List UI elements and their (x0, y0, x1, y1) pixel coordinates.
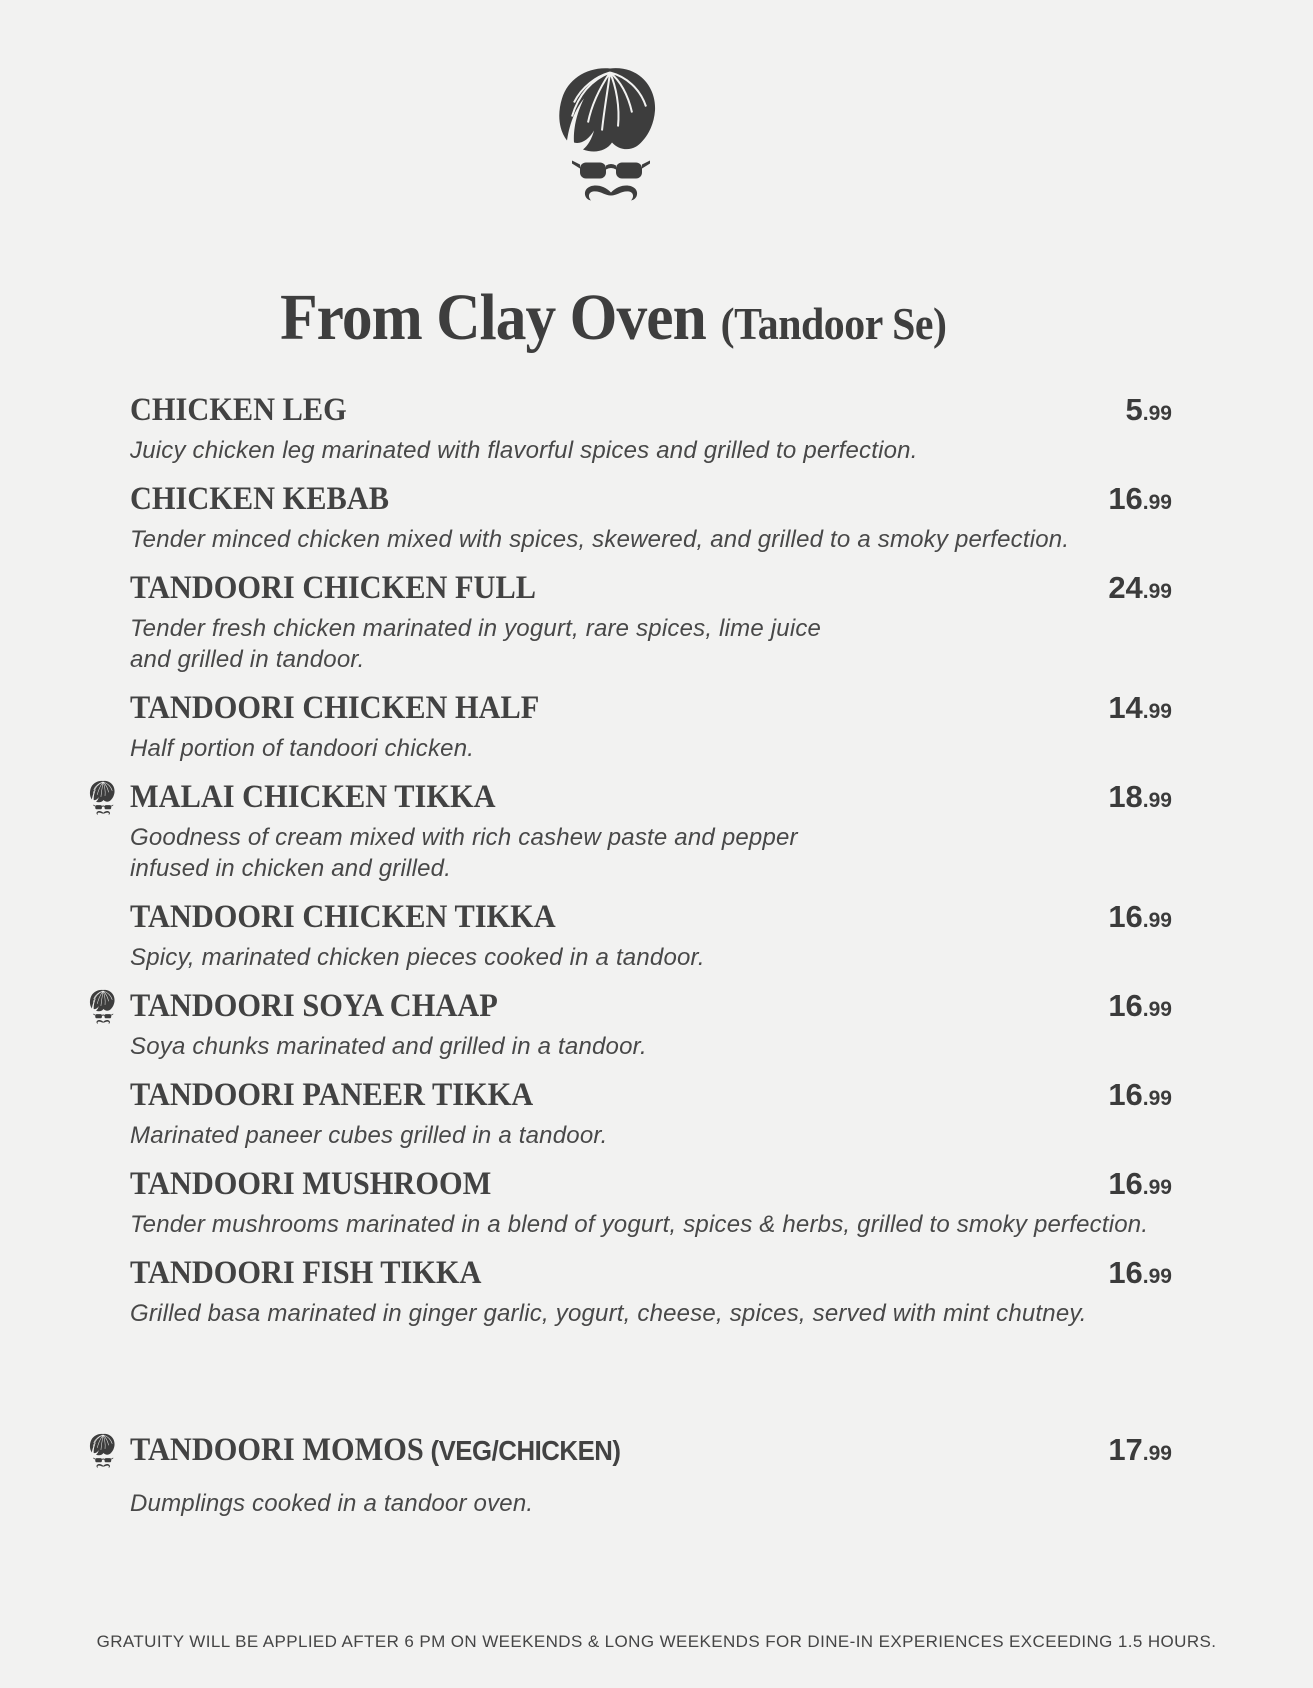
item-description: Tender mushrooms marinated in a blend of yogurt, spices & herbs, grilled to smoky perfection. (130, 1211, 1149, 1238)
menu-item-tandoori-momos (130, 1432, 1172, 1519)
item-description: Juicy chicken leg marinated with flavorful spices and grilled to perfection. (130, 437, 918, 464)
menu-item-tandoori-chicken-half (130, 690, 1172, 764)
menu-item-tandoori-soya-chaap (130, 988, 1172, 1062)
item-price: 16.99 (1108, 1255, 1172, 1290)
menu-item-tandoori-chicken-tikka (130, 899, 1172, 973)
menu-item-chicken-leg (130, 392, 1172, 466)
turban-man-icon (86, 1432, 122, 1474)
turban-man-logo-icon (544, 60, 684, 225)
menu-item-tandoori-fish-tikka (130, 1255, 1172, 1329)
page-title (0, 280, 1270, 356)
item-price: 14.99 (1108, 690, 1172, 725)
item-name: CHICKEN KEBAB (130, 481, 389, 517)
item-price: 16.99 (1108, 1077, 1172, 1112)
item-price: 17.99 (1108, 1432, 1172, 1467)
item-description: Grilled basa marinated in ginger garlic, yogurt, cheese, spices, served with mint chutney. (130, 1300, 1087, 1327)
item-name: TANDOORI CHICKEN TIKKA (130, 899, 556, 935)
menu-header (0, 0, 1270, 356)
item-description: Spicy, marinated chicken pieces cooked in a tandoor. (130, 944, 705, 971)
item-name: TANDOORI MUSHROOM (130, 1166, 492, 1202)
item-description: Half portion of tandoori chicken. (130, 735, 475, 762)
item-description: Goodness of cream mixed with rich cashew paste and pepper infused in chicken and grilled. (130, 824, 798, 882)
item-name: TANDOORI SOYA CHAAP (130, 988, 498, 1024)
item-price: 5.99 (1125, 392, 1172, 427)
menu-item-malai-chicken-tikka (130, 779, 1172, 884)
item-price: 18.99 (1108, 779, 1172, 814)
menu-item-list (0, 392, 1313, 1519)
item-description: Soya chunks marinated and grilled in a tandoor. (130, 1033, 647, 1060)
item-price: 16.99 (1108, 899, 1172, 934)
item-description: Marinated paneer cubes grilled in a tandoor. (130, 1122, 608, 1149)
item-price: 24.99 (1108, 570, 1172, 605)
turban-man-icon (86, 988, 122, 1030)
menu-item-tandoori-mushroom (130, 1166, 1172, 1240)
section-subtitle: (Tandoor Se) (720, 299, 947, 349)
item-description: Tender minced chicken mixed with spices, skewered, and grilled to a smoky perfection. (130, 526, 1070, 553)
item-description: Dumplings cooked in a tandoor oven. (130, 1490, 534, 1517)
item-description: Tender fresh chicken marinated in yogurt, rare spices, lime juice and grilled in tandoor. (130, 615, 822, 673)
item-name: TANDOORI CHICKEN HALF (130, 690, 540, 726)
item-name: TANDOORI PANEER TIKKA (130, 1077, 534, 1113)
item-price: 16.99 (1108, 988, 1172, 1023)
item-name: TANDOORI FISH TIKKA (130, 1255, 482, 1291)
item-price: 16.99 (1108, 481, 1172, 516)
menu-item-chicken-kebab (130, 481, 1172, 555)
turban-man-icon (86, 779, 122, 821)
item-name: TANDOORI CHICKEN FULL (130, 570, 536, 606)
item-name: CHICKEN LEG (130, 392, 347, 428)
section-title: From Clay Oven (280, 281, 706, 354)
item-name: TANDOORI MOMOS (VEG/CHICKEN) (130, 1432, 621, 1468)
gratuity-note: GRATUITY WILL BE APPLIED AFTER 6 PM ON WEEKENDS & LONG WEEKENDS FOR DINE-IN EXPERIENCES EXCEEDING 1.5 HOURS. (96, 1632, 1217, 1651)
item-price: 16.99 (1108, 1166, 1172, 1201)
menu-item-tandoori-chicken-full (130, 570, 1172, 675)
item-name: MALAI CHICKEN TIKKA (130, 779, 496, 815)
menu-item-tandoori-paneer-tikka (130, 1077, 1172, 1151)
